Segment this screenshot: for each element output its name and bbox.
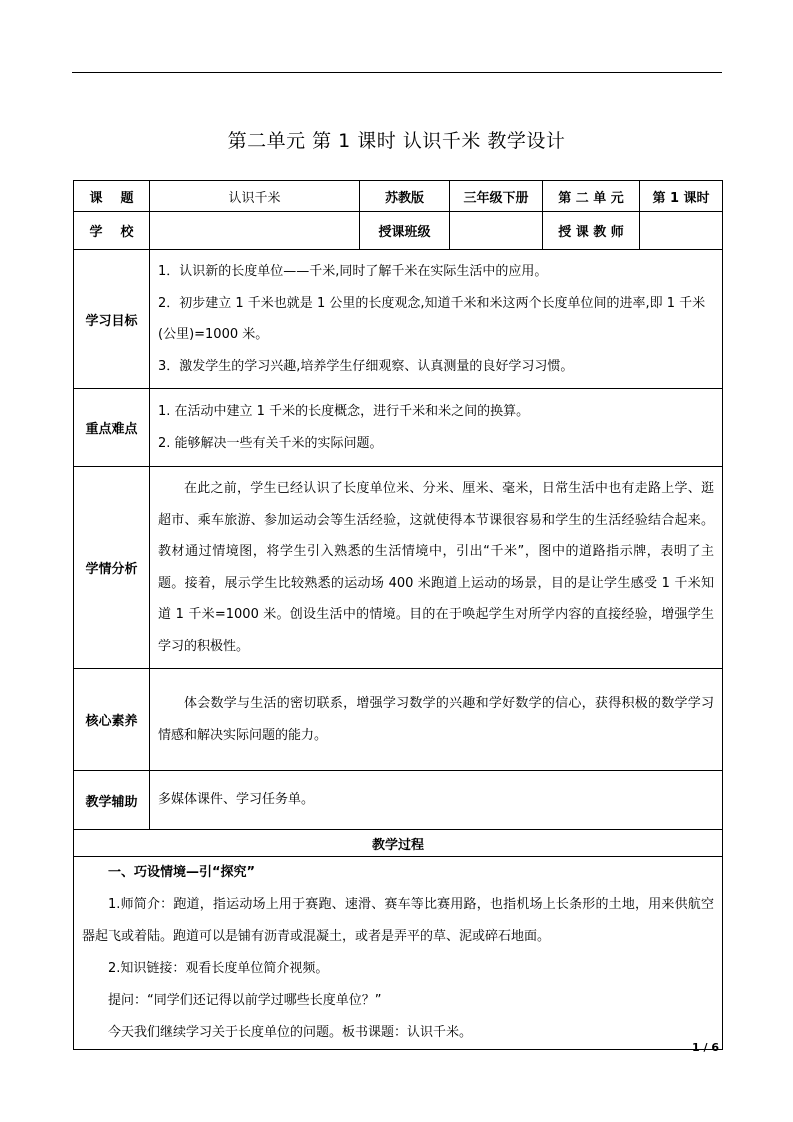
key-point-item: 1. 在活动中建立 1 千米的长度概念，进行千米和米之间的换算。 xyxy=(158,404,530,419)
literacy-content xyxy=(150,669,723,771)
section-heading: 一、巧设情境—引“探究” xyxy=(108,865,256,880)
label-topic: 课 题 xyxy=(74,181,150,212)
publisher-value: 苏教版 xyxy=(360,181,450,212)
key-point-item: 2. 能够解决一些有关千米的实际问题。 xyxy=(158,435,383,451)
label-aids: 教学辅助 xyxy=(74,771,150,830)
row-objectives xyxy=(74,250,723,389)
topic-value: 认识千米 xyxy=(150,181,360,212)
class-value xyxy=(450,212,543,250)
page-number: 1 / 6 xyxy=(692,1041,719,1054)
row-literacy xyxy=(74,669,723,771)
key-points-content xyxy=(150,389,723,467)
school-value xyxy=(150,212,360,250)
aids-content xyxy=(150,771,723,830)
literacy-text: 体会数学与生活的密切联系，增强学习数学的兴趣和学好数学的信心，获得积极的数学学习情感和解决实际问题的能力。 xyxy=(158,696,714,743)
objectives-content xyxy=(150,250,723,389)
process-paragraph: 1.师简介：跑道，指运动场上用于赛跑、速滑、赛车等比赛用路，也指机场上长条形的土地，用来供航空器起飞或着陆。跑道可以是铺有沥青或混凝土，或者是弄平的草、泥或碎石地面。 xyxy=(82,897,714,944)
teacher-value xyxy=(640,212,723,250)
objective-item: 1．认识新的长度单位——千米,同时了解千米在实际生活中的应用。 xyxy=(158,264,548,279)
objective-item: 3．激发学生的学习兴趣,培养学生仔细观察、认真测量的良好学习习惯。 xyxy=(158,358,574,374)
process-paragraph: 2.知识链接：观看长度单位简介视频。 xyxy=(108,961,329,976)
label-teacher: 授 课 教 师 xyxy=(543,212,640,250)
lesson-plan-table xyxy=(73,180,723,1050)
process-content xyxy=(74,857,723,1050)
row-topic xyxy=(74,181,723,212)
label-objectives: 学习目标 xyxy=(74,250,150,389)
label-school: 学 校 xyxy=(74,212,150,250)
label-key-points: 重点难点 xyxy=(74,389,150,467)
row-school xyxy=(74,212,723,250)
label-class: 授课班级 xyxy=(360,212,450,250)
label-analysis: 学情分析 xyxy=(74,467,150,669)
unit-value: 第 二 单 元 xyxy=(543,181,640,212)
label-literacy: 核心素养 xyxy=(74,669,150,771)
process-paragraph: 今天我们继续学习关于长度单位的问题。板书课题：认识千米。 xyxy=(108,1025,473,1040)
document-title: 第二单元 第 1 课时 认识千米 教学设计 xyxy=(227,130,566,152)
aids-text: 多媒体课件、学习任务单。 xyxy=(158,792,315,808)
process-paragraph: 提问：“同学们还记得以前学过哪些长度单位？” xyxy=(108,993,382,1008)
row-key-points xyxy=(74,389,723,467)
process-title: 教学过程 xyxy=(74,830,723,857)
analysis-text: 在此之前，学生已经认识了长度单位米、分米、厘米、毫米，日常生活中也有走路上学、逛超市、乘车旅游、参加运动会等生活经验，这就使得本节课很容易和学生的生活经验结合起来。教材通过情境图，将学生引入熟悉的生活情境中，引出“千米”，图中的道路指示牌，表明了主题。接着，展示学生比较熟悉的运动场 400 米跑道上运动的场景，目的是让学生感受 1 千米知道 1 千米=1000 米。创设生活中的情境。目的在于唤起学生对所学内容的直接经验，增强学生学习的积极性。 xyxy=(158,481,714,654)
lesson-value: 第 1 课时 xyxy=(640,181,723,212)
objective-item: 2．初步建立 1 千米也就是 1 公里的长度观念,知道千米和米这两个长度单位间的进率,即 1 千米(公里)=1000 米。 xyxy=(158,295,706,342)
row-analysis xyxy=(74,467,723,669)
row-aids xyxy=(74,771,723,830)
header-rule xyxy=(72,72,722,73)
row-process xyxy=(74,857,723,1050)
row-process-title xyxy=(74,830,723,857)
grade-value: 三年级下册 xyxy=(450,181,543,212)
analysis-content xyxy=(150,467,723,669)
